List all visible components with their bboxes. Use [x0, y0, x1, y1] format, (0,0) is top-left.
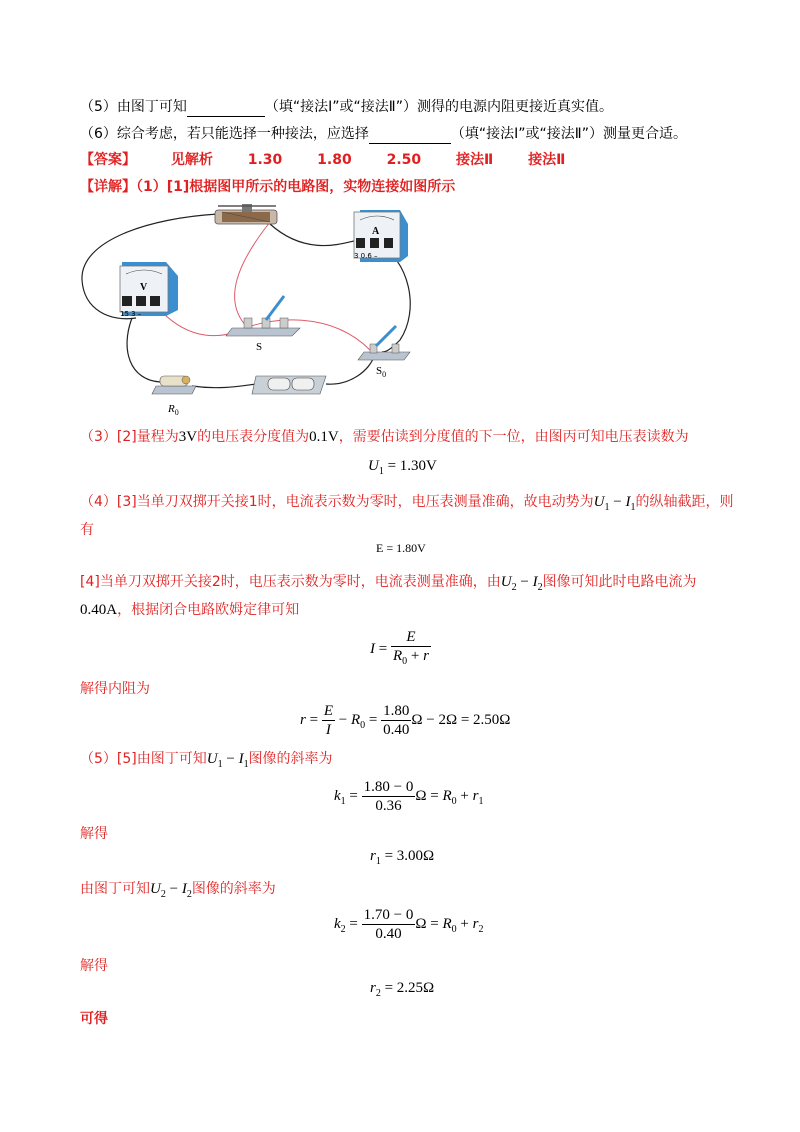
step-3-text-c: ，需要估读到分度值的下一位，由图丙可知电压表读数为 [338, 429, 689, 445]
step-4b-line-2 [80, 601, 299, 619]
answer-item-3: 1.80 [317, 152, 352, 168]
equation-internal-resistance-tail: Ω − 2Ω = 2.50Ω [411, 711, 511, 728]
step-4b-graph-label: $U_2 - I_2$ [500, 574, 543, 593]
switch-s0-label: $S_0$ [376, 365, 387, 379]
step-3-line [80, 428, 689, 446]
step-3-division: 0.1V [309, 429, 339, 445]
step-4b-line [80, 573, 697, 597]
step-5-solve-label-2: 解得 [80, 958, 108, 974]
step-5-graph-label-2: $U_2 - I_2$ [150, 881, 192, 900]
equation-k2-numerator: 1.70 − 0 [363, 907, 414, 923]
voltmeter-letter: V [140, 282, 148, 293]
resistor-r0-label: $R_0$ [168, 403, 179, 417]
step-5-text-c: 由图丁可知 [80, 881, 150, 897]
answer-blank-5 [187, 98, 265, 117]
answer-item-2: 1.30 [247, 152, 283, 168]
equation-u1 [368, 458, 437, 477]
equation-u1-symbol: U [368, 458, 379, 474]
question-5 [80, 98, 613, 117]
equation-k2-denominator: 0.40 [375, 926, 402, 942]
answer-item-4: 2.50 [386, 152, 422, 168]
voltmeter-terminals: 15 3 – [120, 310, 142, 318]
step-4b-text-d: ，根据闭合电路欧姆定律可知 [117, 602, 300, 618]
step-4-text-a: （4）[3]当单刀双掷开关接1时，电流表示数为零时，电压表测量准确，故电动势为 [80, 494, 594, 510]
switch-s [226, 296, 300, 353]
step-3-text-a: （3）[2]量程为 [80, 429, 179, 445]
answer-label: 【答案】 [80, 152, 136, 168]
rheostat [215, 204, 277, 224]
step-4-text-b: 的纵轴截距，则 [635, 494, 734, 510]
ammeter-letter: A [372, 226, 380, 237]
step-5-text-d: 图像的斜率为 [191, 881, 276, 897]
equation-r2: $r_2 = 2.25\Omega$ [370, 980, 435, 999]
step-4-line-2 [80, 521, 94, 539]
equation-r2-value: = 2.25Ω [380, 980, 435, 996]
switch-s0 [358, 326, 410, 379]
equation-k2: $k_2$ = $\frac{1.70 - 0}{0.40}$ $\Omega = R_0 + r_2$ [334, 907, 484, 942]
step-5-text-b: 图像的斜率为 [248, 751, 333, 767]
step-5-text-a: （5）[5]由图丁可知 [80, 751, 207, 767]
circuit-diagram [70, 200, 450, 420]
step-3-range: 3V [178, 429, 198, 445]
question-6-text-before: 综合考虑，若只能选择一种接法，应选择 [116, 126, 369, 142]
question-6 [80, 125, 687, 144]
circuit-figure [70, 200, 450, 420]
equation-r1-value: = 3.00Ω [380, 848, 435, 864]
detail-step-1: （1）[1]根据图甲所示的电路图，实物连接如图所示 [136, 179, 456, 195]
answer-item-6: 接法Ⅱ [528, 152, 566, 168]
step-4-line [80, 493, 733, 517]
step-4-text-c: 有 [80, 522, 94, 538]
step-4-graph-label: $U_1 - I_1$ [593, 494, 636, 513]
answer-item-5: 接法Ⅱ [456, 152, 494, 168]
ammeter-terminals: 3 0.6 – [354, 252, 378, 260]
step-4b-text-b: 图像可知此时电路电流为 [542, 574, 697, 590]
switch-s-label: S [256, 341, 263, 353]
answer-line [80, 151, 565, 169]
step-4b-solve-label: 解得内阻为 [80, 681, 150, 697]
step-4b-current: 0.40A [80, 602, 118, 618]
step-5-line [80, 750, 333, 774]
step-3-text-b: 的电压表分度值为 [197, 429, 310, 445]
detail-line-1 [80, 178, 455, 196]
question-6-number: （6） [80, 126, 117, 142]
equation-u1-value: = 1.30V [383, 458, 437, 474]
step-4b-text-a: [4]当单刀双掷开关接2时，电压表示数为零时，电流表测量准确，由 [80, 574, 501, 590]
answer-blank-6 [369, 125, 451, 144]
equation-k1-denominator: 0.36 [375, 798, 402, 814]
equation-k1-numerator: 1.80 − 0 [363, 779, 414, 795]
equation-ohm-law: I = $\frac{E}{R_0 + r}$ [370, 629, 429, 667]
ammeter [354, 210, 408, 262]
battery [252, 376, 326, 394]
question-5-text-before: 由图丁可知 [116, 99, 187, 115]
equation-r1: $r_1 = 3.00\Omega$ [370, 848, 435, 867]
step-5-line-2 [80, 880, 276, 904]
step-5-graph-label-1: $U_1 - I_1$ [206, 751, 249, 770]
equation-k1: $k_1$ = $\frac{1.80 - 0}{0.36}$ $\Omega = R_0 + r_1$ [334, 779, 484, 814]
detail-label: 【详解】 [80, 179, 136, 195]
equation-u1-subscript: 1 [378, 466, 384, 477]
voltmeter [120, 262, 178, 318]
question-6-text-after: （填“接法Ⅰ”或“接法Ⅱ”）测量更合适。 [450, 126, 687, 142]
answer-item-1: 见解析 [170, 152, 213, 168]
question-5-number: （5） [80, 99, 117, 115]
step-5-final-label: 可得 [80, 1011, 108, 1027]
question-5-text-after: （填“接法Ⅰ”或“接法Ⅱ”）测得的电源内阻更接近真实值。 [264, 99, 613, 115]
equation-internal-resistance: r = $\frac{E}{I}$ − $R_0$ = $\frac{1.80}{0.40}$ Ω − 2Ω = 2.50Ω [300, 703, 511, 738]
step-5-solve-label-1: 解得 [80, 826, 108, 842]
equation-emf: E = 1.80V [376, 541, 426, 555]
